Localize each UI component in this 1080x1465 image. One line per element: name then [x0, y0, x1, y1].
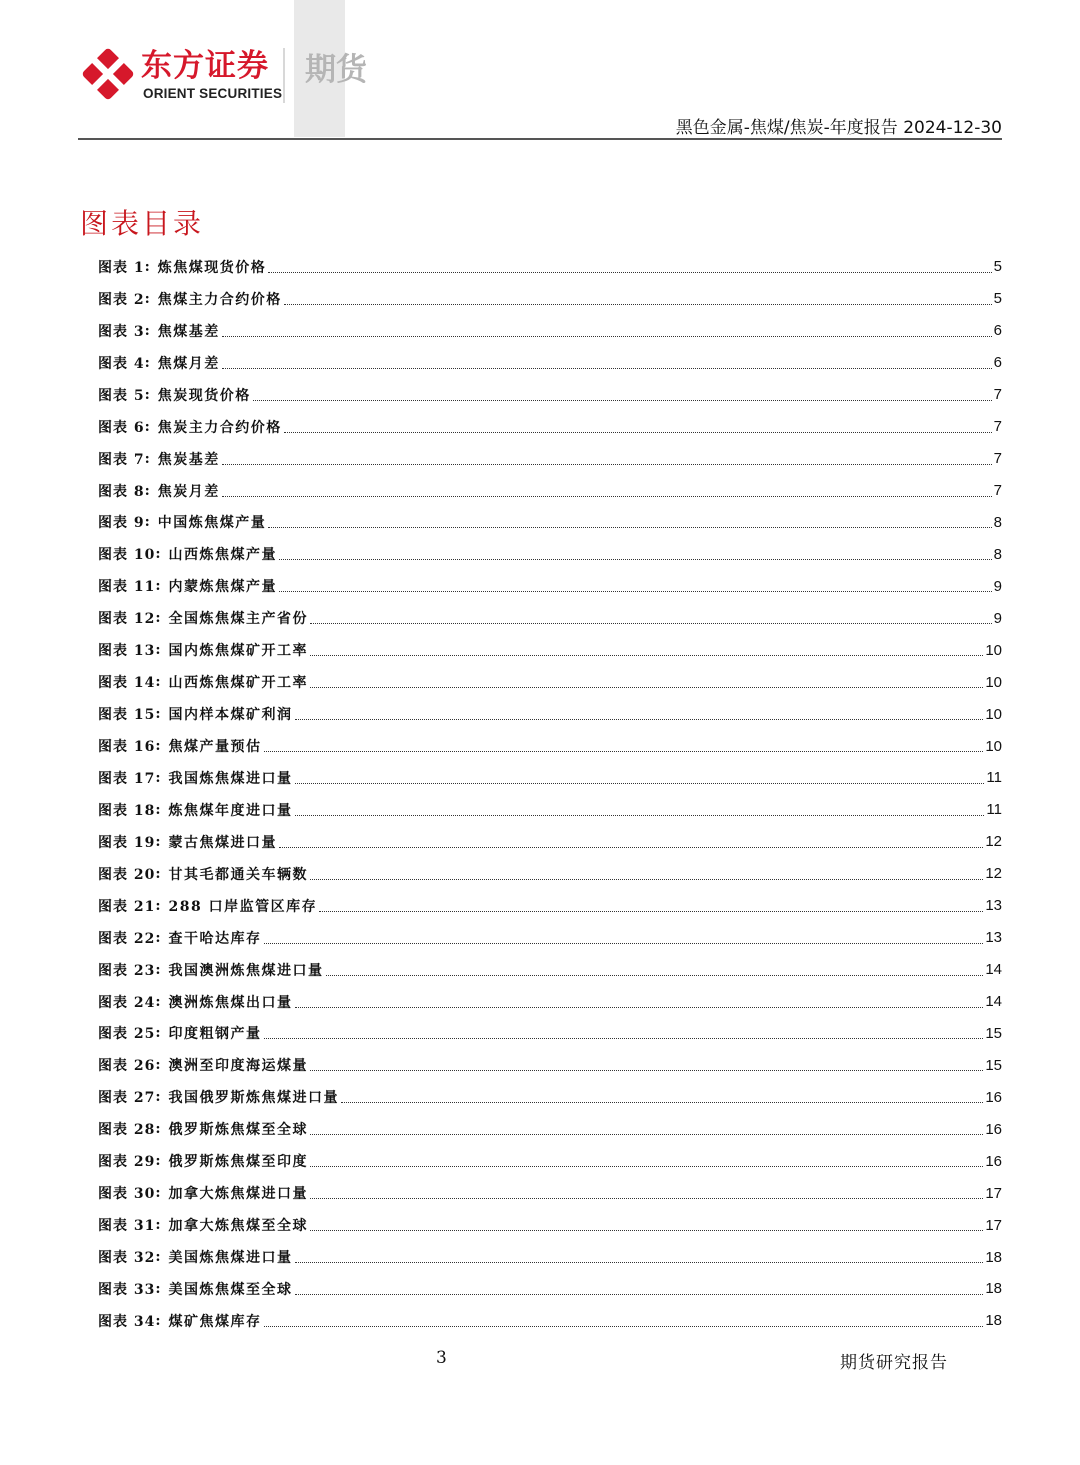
toc-entry-title: 澳洲炼焦煤出口量 — [168, 994, 293, 1011]
toc-entry-page: 18 — [985, 1312, 1002, 1330]
toc-entry-colon: : — [144, 354, 150, 371]
toc-entry-label: 图表 27 — [98, 1090, 156, 1107]
toc-entry-page: 13 — [985, 897, 1002, 915]
toc-entry-colon: : — [155, 1249, 161, 1266]
toc-entry-colon: : — [155, 1089, 161, 1106]
toc-entry[interactable] — [98, 251, 1002, 283]
toc-entry-page: 18 — [985, 1248, 1002, 1266]
toc-entry-title: 全国炼焦煤主产省份 — [168, 611, 309, 628]
toc-entry-label: 图表 17 — [98, 770, 156, 787]
toc-entry-page: 16 — [985, 1152, 1002, 1170]
toc-entry-title: 内蒙炼焦煤产量 — [168, 579, 278, 596]
toc-entry-page: 5 — [993, 258, 1002, 276]
toc-entry-title: 蒙古焦煤进口量 — [168, 834, 278, 851]
footer-label: 期货研究报告 — [840, 1353, 948, 1373]
toc-entry-colon: : — [155, 546, 161, 563]
toc-dot-leader — [279, 558, 992, 560]
toc-entry-label: 图表 33 — [98, 1281, 156, 1298]
toc-entry-colon: : — [144, 450, 150, 467]
toc-entry-label: 图表 18 — [98, 802, 156, 819]
toc-entry-page: 7 — [993, 418, 1002, 436]
toc-entry[interactable] — [98, 922, 1002, 954]
toc-entry-label: 图表 5 — [98, 387, 145, 404]
header-rule — [78, 138, 1002, 140]
toc-dot-leader — [310, 1165, 983, 1167]
toc-entry-label: 图表 1 — [98, 259, 145, 276]
toc-entry-colon: : — [144, 386, 150, 403]
toc-entry-colon: : — [155, 1121, 161, 1138]
toc-entry[interactable] — [98, 826, 1002, 858]
toc-entry-colon: : — [155, 674, 161, 691]
toc-entry[interactable] — [98, 794, 1002, 826]
toc-entry-label: 图表 2 — [98, 291, 145, 308]
report-info: 黑色金属-焦煤/焦炭-年度报告 2024-12-30 — [675, 118, 1002, 138]
toc-dot-leader — [222, 335, 992, 337]
toc-entry-label: 图表 34 — [98, 1313, 156, 1330]
toc-entry[interactable] — [98, 858, 1002, 890]
toc-entry-title: 加拿大炼焦煤进口量 — [168, 1186, 309, 1203]
toc-entry-label: 图表 30 — [98, 1186, 156, 1203]
toc-entry[interactable] — [98, 1018, 1002, 1050]
toc-entry-title: 澳洲至印度海运煤量 — [168, 1058, 309, 1075]
toc-entry[interactable] — [98, 315, 1002, 347]
toc-entry-title: 我国俄罗斯炼焦煤进口量 — [168, 1090, 340, 1107]
toc-entry[interactable] — [98, 1081, 1002, 1113]
toc-entry-label: 图表 24 — [98, 994, 156, 1011]
toc-entry-colon: : — [144, 418, 150, 435]
toc-dot-leader — [222, 495, 992, 497]
toc-dot-leader — [326, 974, 984, 976]
toc-entry-title: 俄罗斯炼焦煤至印度 — [168, 1154, 309, 1171]
toc-entry-colon: : — [155, 993, 161, 1010]
toc-entry-colon: : — [155, 1153, 161, 1170]
toc-entry[interactable] — [98, 1209, 1002, 1241]
toc-entry-title: 煤矿焦煤库存 — [168, 1313, 262, 1330]
toc-entry-colon: : — [155, 769, 161, 786]
toc-dot-leader — [264, 1037, 984, 1039]
toc-entry-colon: : — [155, 961, 161, 978]
toc-entry[interactable] — [98, 1241, 1002, 1273]
toc-entry-page: 15 — [985, 1024, 1002, 1042]
toc-entry-label: 图表 10 — [98, 547, 156, 564]
toc-entry[interactable] — [98, 762, 1002, 794]
toc-entry-title: 甘其毛都通关车辆数 — [168, 866, 309, 883]
brand-divider — [283, 48, 285, 103]
toc-entry[interactable] — [98, 475, 1002, 507]
toc-entry-title: 炼焦煤年度进口量 — [168, 802, 293, 819]
toc-entry-colon: : — [155, 1217, 161, 1234]
toc-entry-page: 10 — [985, 641, 1002, 659]
toc-entry-title: 焦炭基差 — [157, 451, 220, 468]
toc-entry-title: 我国炼焦煤进口量 — [168, 770, 293, 787]
toc-entry-page: 12 — [985, 865, 1002, 883]
brand-subtitle: 期货 — [305, 52, 367, 88]
brand-name-en: ORIENT SECURITIES — [143, 86, 283, 101]
toc-dot-leader — [295, 782, 985, 784]
toc-entry-page: 6 — [993, 354, 1002, 372]
toc-entry-label: 图表 28 — [98, 1122, 156, 1139]
toc-entry-page: 10 — [985, 737, 1002, 755]
toc-entry-title: 山西炼焦煤产量 — [168, 547, 278, 564]
toc-entry[interactable] — [98, 986, 1002, 1018]
toc-entry-label: 图表 3 — [98, 323, 145, 340]
toc-entry-colon: : — [155, 897, 161, 914]
toc-entry-colon: : — [155, 1025, 161, 1042]
toc-entry-label: 图表 29 — [98, 1154, 156, 1171]
toc-entry-colon: : — [155, 610, 161, 627]
toc-entry-colon: : — [155, 1185, 161, 1202]
toc-list — [98, 251, 1002, 1337]
toc-entry-label: 图表 25 — [98, 1026, 156, 1043]
toc-entry-label: 图表 4 — [98, 355, 145, 372]
toc-entry[interactable] — [98, 570, 1002, 602]
toc-dot-leader — [310, 1069, 983, 1071]
toc-entry[interactable] — [98, 443, 1002, 475]
toc-entry-page: 17 — [985, 1184, 1002, 1202]
orient-securities-logo-icon — [78, 44, 138, 104]
toc-dot-leader — [222, 367, 992, 369]
toc-entry-page: 6 — [993, 322, 1002, 340]
toc-dot-leader — [295, 1006, 984, 1008]
toc-entry-title: 焦炭现货价格 — [157, 387, 251, 404]
toc-entry-colon: : — [155, 578, 161, 595]
toc-dot-leader — [319, 910, 983, 912]
toc-entry-title: 焦炭月差 — [157, 483, 220, 500]
toc-entry[interactable] — [98, 283, 1002, 315]
toc-entry-title: 查干哈达库存 — [168, 930, 262, 947]
toc-entry-title: 印度粗钢产量 — [168, 1026, 262, 1043]
toc-dot-leader — [264, 942, 984, 944]
toc-dot-leader — [310, 622, 992, 624]
toc-entry-page: 12 — [985, 833, 1002, 851]
toc-dot-leader — [264, 1325, 984, 1327]
toc-entry-colon: : — [155, 1312, 161, 1329]
toc-entry-colon: : — [155, 1057, 161, 1074]
toc-dot-leader — [279, 590, 992, 592]
toc-dot-leader — [310, 686, 983, 688]
toc-entry-colon: : — [144, 514, 150, 531]
toc-entry-colon: : — [144, 482, 150, 499]
toc-entry-colon: : — [155, 833, 161, 850]
toc-entry-page: 15 — [985, 1056, 1002, 1074]
toc-dot-leader — [268, 526, 991, 528]
page-number: 3 — [436, 1348, 447, 1368]
toc-entry-page: 16 — [985, 1120, 1002, 1138]
toc-title: 图表目录 — [80, 207, 205, 240]
toc-entry-label: 图表 32 — [98, 1250, 156, 1267]
toc-dot-leader — [264, 750, 984, 752]
toc-entry-title: 俄罗斯炼焦煤至全球 — [168, 1122, 309, 1139]
toc-entry-label: 图表 15 — [98, 707, 156, 724]
toc-entry-colon: : — [144, 258, 150, 275]
toc-entry-label: 图表 23 — [98, 962, 156, 979]
toc-dot-leader — [295, 718, 984, 720]
toc-dot-leader — [222, 463, 992, 465]
toc-dot-leader — [284, 303, 992, 305]
brand-name-cn: 东方证券 — [141, 48, 269, 84]
toc-entry-title: 焦煤基差 — [157, 323, 220, 340]
toc-entry-page: 16 — [985, 1088, 1002, 1106]
toc-dot-leader — [253, 399, 992, 401]
toc-entry-title: 炼焦煤现货价格 — [157, 259, 267, 276]
toc-dot-leader — [295, 1293, 984, 1295]
toc-entry-page: 17 — [985, 1216, 1002, 1234]
toc-entry-page: 9 — [993, 577, 1002, 595]
toc-entry-page: 11 — [986, 769, 1002, 787]
toc-entry-label: 图表 14 — [98, 675, 156, 692]
toc-entry-page: 5 — [993, 290, 1002, 308]
toc-entry-page: 9 — [993, 609, 1002, 627]
toc-entry[interactable] — [98, 1049, 1002, 1081]
toc-entry-title: 加拿大炼焦煤至全球 — [168, 1218, 309, 1235]
toc-entry[interactable] — [98, 1305, 1002, 1337]
toc-entry[interactable] — [98, 954, 1002, 986]
toc-entry-label: 图表 13 — [98, 643, 156, 660]
toc-entry[interactable] — [98, 507, 1002, 539]
toc-entry-page: 14 — [985, 961, 1002, 979]
toc-entry[interactable] — [98, 1145, 1002, 1177]
toc-entry-page: 18 — [985, 1280, 1002, 1298]
toc-entry-colon: : — [155, 706, 161, 723]
toc-entry-label: 图表 19 — [98, 834, 156, 851]
toc-dot-leader — [284, 431, 992, 433]
toc-entry[interactable] — [98, 347, 1002, 379]
toc-entry-page: 14 — [985, 993, 1002, 1011]
toc-entry-title: 焦煤产量预估 — [168, 739, 262, 756]
toc-entry-title: 国内炼焦煤矿开工率 — [168, 643, 309, 660]
toc-entry-title: 山西炼焦煤矿开工率 — [168, 675, 309, 692]
toc-entry-title: 我国澳洲炼焦煤进口量 — [168, 962, 324, 979]
toc-entry-colon: : — [155, 1280, 161, 1297]
toc-entry-label: 图表 22 — [98, 930, 156, 947]
toc-entry-label: 图表 8 — [98, 483, 145, 500]
toc-entry-colon: : — [155, 929, 161, 946]
toc-entry-page: 13 — [985, 929, 1002, 947]
toc-entry-label: 图表 12 — [98, 611, 156, 628]
toc-entry-colon: : — [155, 801, 161, 818]
toc-entry-label: 图表 31 — [98, 1218, 156, 1235]
toc-entry-page: 7 — [993, 386, 1002, 404]
toc-dot-leader — [310, 878, 983, 880]
toc-entry[interactable] — [98, 1113, 1002, 1145]
toc-entry-page: 8 — [993, 513, 1002, 531]
toc-entry-label: 图表 11 — [98, 579, 156, 596]
toc-entry-title: 焦炭主力合约价格 — [157, 419, 282, 436]
toc-entry-title: 288 口岸监管区库存 — [168, 898, 318, 915]
toc-entry-title: 国内样本煤矿利润 — [168, 707, 293, 724]
toc-entry-label: 图表 20 — [98, 866, 156, 883]
toc-dot-leader — [295, 814, 985, 816]
toc-entry[interactable] — [98, 411, 1002, 443]
toc-dot-leader — [295, 1261, 984, 1263]
toc-entry-label: 图表 26 — [98, 1058, 156, 1075]
toc-entry-title: 焦煤月差 — [157, 355, 220, 372]
toc-entry-page: 11 — [986, 801, 1002, 819]
toc-entry-colon: : — [155, 738, 161, 755]
toc-entry-title: 焦煤主力合约价格 — [157, 291, 282, 308]
toc-entry-title: 中国炼焦煤产量 — [157, 515, 267, 532]
toc-entry[interactable] — [98, 634, 1002, 666]
toc-entry[interactable] — [98, 1177, 1002, 1209]
toc-entry[interactable] — [98, 1273, 1002, 1305]
toc-entry[interactable] — [98, 730, 1002, 762]
toc-entry-page: 7 — [993, 450, 1002, 468]
toc-entry-colon: : — [144, 322, 150, 339]
toc-entry[interactable] — [98, 890, 1002, 922]
toc-entry-label: 图表 21 — [98, 898, 156, 915]
toc-entry-label: 图表 6 — [98, 419, 145, 436]
toc-entry[interactable] — [98, 379, 1002, 411]
toc-dot-leader — [310, 654, 983, 656]
toc-entry-page: 8 — [993, 545, 1002, 563]
toc-entry-colon: : — [144, 290, 150, 307]
toc-entry-colon: : — [155, 642, 161, 659]
toc-dot-leader — [341, 1101, 983, 1103]
toc-entry[interactable] — [98, 538, 1002, 570]
toc-entry-title: 美国炼焦煤进口量 — [168, 1250, 293, 1267]
toc-entry-label: 图表 9 — [98, 515, 145, 532]
toc-dot-leader — [268, 271, 991, 273]
toc-dot-leader — [310, 1197, 983, 1199]
toc-dot-leader — [310, 1133, 983, 1135]
toc-entry[interactable] — [98, 698, 1002, 730]
toc-entry-title: 美国炼焦煤至全球 — [168, 1281, 293, 1298]
toc-entry-page: 10 — [985, 705, 1002, 723]
toc-entry[interactable] — [98, 666, 1002, 698]
toc-entry-page: 7 — [993, 482, 1002, 500]
toc-entry[interactable] — [98, 602, 1002, 634]
toc-entry-label: 图表 16 — [98, 739, 156, 756]
toc-dot-leader — [310, 1229, 983, 1231]
toc-entry-label: 图表 7 — [98, 451, 145, 468]
toc-dot-leader — [279, 846, 983, 848]
toc-entry-colon: : — [155, 865, 161, 882]
toc-entry-page: 10 — [985, 673, 1002, 691]
